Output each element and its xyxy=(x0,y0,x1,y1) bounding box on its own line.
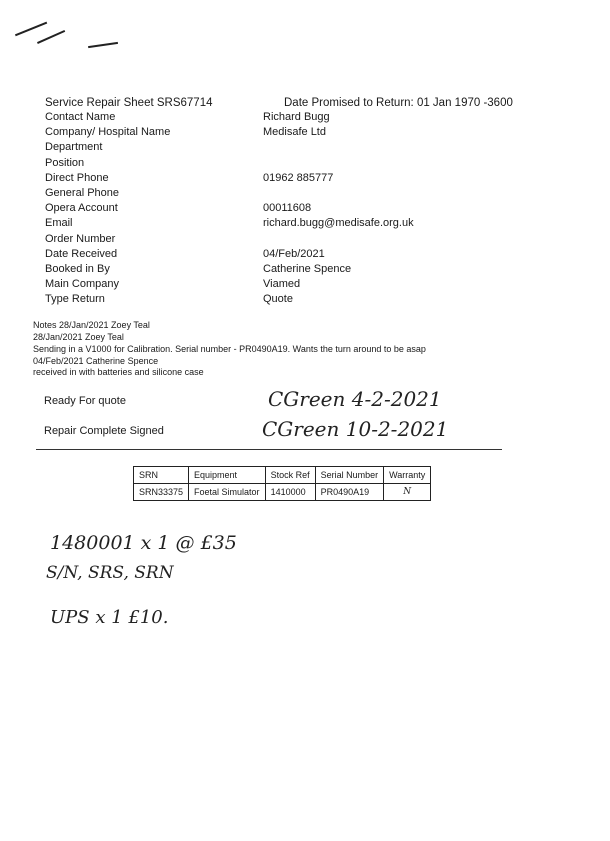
field-value: Quote xyxy=(263,293,293,305)
field-label: Direct Phone xyxy=(45,172,109,184)
scribble-mark xyxy=(88,42,118,48)
field-label: Main Company xyxy=(45,278,119,290)
equipment-table xyxy=(133,466,431,501)
column-header: Serial Number xyxy=(315,467,384,484)
field-label: Type Return xyxy=(45,293,105,305)
handwritten-line: S/N, SRS, SRN xyxy=(46,563,174,583)
ready-signature: CGreen 4-2-2021 xyxy=(268,387,442,411)
field-label: Opera Account xyxy=(45,202,118,214)
field-value: Viamed xyxy=(263,278,301,290)
date-promised: Date Promised to Return: 01 Jan 1970 -3600 xyxy=(284,97,513,109)
table-cell: SRN33375 xyxy=(134,484,189,501)
handwritten-line: 1480001 x 1 @ £35 xyxy=(50,532,237,554)
divider-line xyxy=(36,449,502,450)
field-label: Email xyxy=(45,217,73,229)
notes-line: Notes 28/Jan/2021 Zoey Teal xyxy=(33,320,150,330)
notes-line: 28/Jan/2021 Zoey Teal xyxy=(33,332,124,342)
table-header-row xyxy=(134,467,431,484)
field-label: Booked in By xyxy=(45,263,110,275)
table-cell: 1410000 xyxy=(265,484,315,501)
field-label: Contact Name xyxy=(45,111,116,123)
field-label: Position xyxy=(45,157,85,169)
sheet-title: Service Repair Sheet SRS67714 xyxy=(45,97,213,109)
field-label: Date Received xyxy=(45,248,118,260)
repair-complete-label: Repair Complete Signed xyxy=(44,425,164,437)
scribble-mark xyxy=(15,22,47,36)
field-label: Department xyxy=(45,141,103,153)
handwritten-line: UPS x 1 £10. xyxy=(50,607,169,628)
field-value: richard.bugg@medisafe.org.uk xyxy=(263,217,414,229)
field-value: Medisafe Ltd xyxy=(263,126,326,138)
field-label: Order Number xyxy=(45,233,116,245)
table-cell: N xyxy=(384,484,431,501)
field-value: 01962 885777 xyxy=(263,172,334,184)
table-cell: Foetal Simulator xyxy=(189,484,266,501)
notes-line: received in with batteries and silicone case xyxy=(33,367,204,377)
ready-for-quote-label: Ready For quote xyxy=(44,395,126,407)
column-header: Stock Ref xyxy=(265,467,315,484)
scribble-mark xyxy=(37,30,65,44)
table-row xyxy=(134,484,431,501)
field-value: Richard Bugg xyxy=(263,111,330,123)
field-label: General Phone xyxy=(45,187,119,199)
notes-line: Sending in a V1000 for Calibration. Serial number - PR0490A19. Wants the turn around to be asap xyxy=(33,344,426,354)
column-header: SRN xyxy=(134,467,189,484)
field-value: 00011608 xyxy=(263,202,312,214)
field-value: 04/Feb/2021 xyxy=(263,248,325,260)
notes-line: 04/Feb/2021 Catherine Spence xyxy=(33,356,159,366)
column-header: Warranty xyxy=(384,467,431,484)
complete-signature: CGreen 10-2-2021 xyxy=(262,417,449,441)
field-value: Catherine Spence xyxy=(263,263,352,275)
table-cell: PR0490A19 xyxy=(315,484,384,501)
column-header: Equipment xyxy=(189,467,266,484)
field-label: Company/ Hospital Name xyxy=(45,126,171,138)
